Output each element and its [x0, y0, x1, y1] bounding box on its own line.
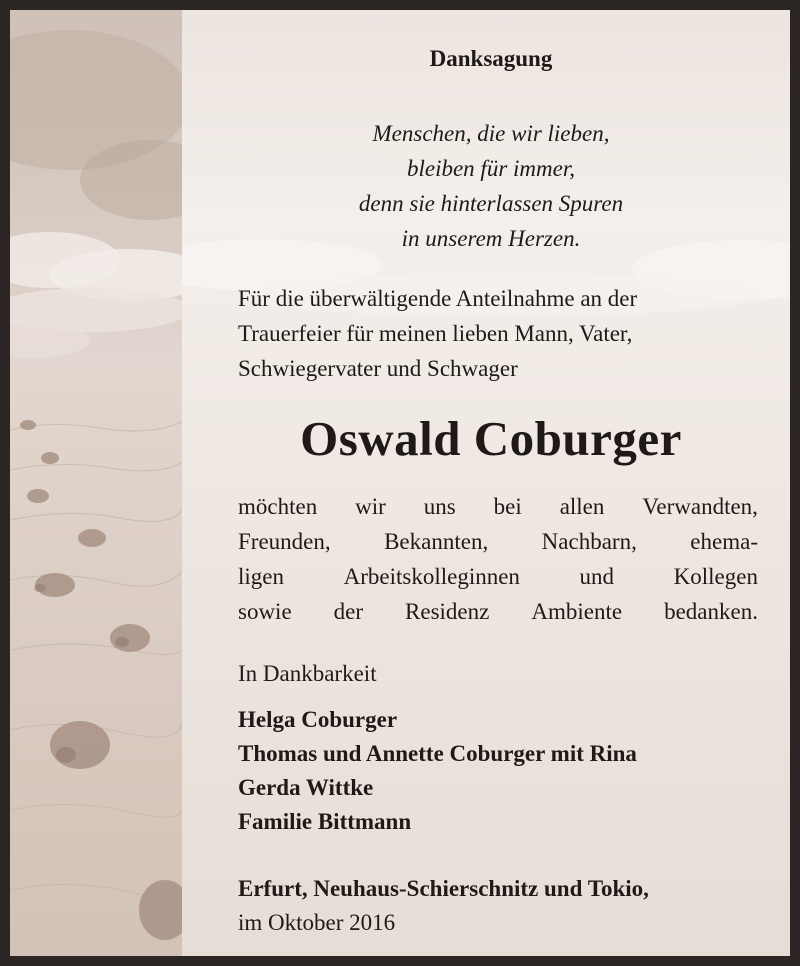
message-word: Nachbarn,: [541, 529, 637, 554]
message-word: allen: [559, 494, 605, 519]
message-line: [238, 524, 758, 559]
message-word: ehema-: [690, 529, 758, 554]
poem: [182, 116, 800, 256]
message-word: uns: [423, 494, 456, 519]
message-word: bei: [493, 494, 522, 519]
mourner-name: Thomas und Annette Coburger mit Rina: [238, 741, 637, 766]
message-word: sowie: [238, 599, 292, 624]
closing-phrase: In Dankbarkeit: [238, 661, 377, 686]
obituary-text: [182, 10, 800, 956]
message-word: Bekannten,: [384, 529, 489, 554]
message-word: und: [579, 564, 615, 589]
message-line: [238, 559, 758, 594]
message-line: [238, 489, 758, 524]
message-word: wir: [355, 494, 386, 519]
message-word: möchten: [238, 494, 318, 519]
intro-text: [238, 281, 774, 386]
deceased-name: Oswald Coburger: [300, 411, 682, 466]
message-word: Arbeitskolleginnen: [343, 564, 520, 589]
message-word: ligen: [238, 564, 284, 589]
message-word: der: [333, 599, 364, 624]
mourners-list: [238, 703, 798, 839]
poem-line: bleiben für immer,: [406, 156, 575, 181]
location: Erfurt, Neuhaus-Schierschnitz und Tokio,: [238, 876, 649, 901]
message-word: Kollegen: [673, 564, 758, 589]
heading: Danksagung: [429, 46, 553, 71]
poem-line: Menschen, die wir lieben,: [372, 121, 610, 146]
message-word: bedanken.: [664, 599, 758, 624]
message-word: Residenz: [405, 599, 490, 624]
poem-line: denn sie hinterlassen Spuren: [358, 191, 624, 216]
mourner-name: Gerda Wittke: [238, 775, 374, 800]
mourner-name: Helga Coburger: [238, 707, 398, 732]
intro-line: Trauerfeier für meinen lieben Mann, Vater,: [238, 321, 633, 346]
message-word: Freunden,: [238, 529, 331, 554]
intro-line: Schwiegervater und Schwager: [238, 356, 518, 381]
message-word: Ambiente: [531, 599, 623, 624]
message-word: Verwandten,: [642, 494, 758, 519]
date: im Oktober 2016: [238, 910, 396, 935]
message-line: [238, 594, 758, 629]
poem-line: in unserem Herzen.: [401, 226, 581, 251]
thanks-message: [238, 489, 758, 629]
mourner-name: Familie Bittmann: [238, 809, 412, 834]
sand-footprints-image: [10, 10, 182, 956]
intro-line: Für die überwältigende Anteilnahme an der: [238, 286, 638, 311]
